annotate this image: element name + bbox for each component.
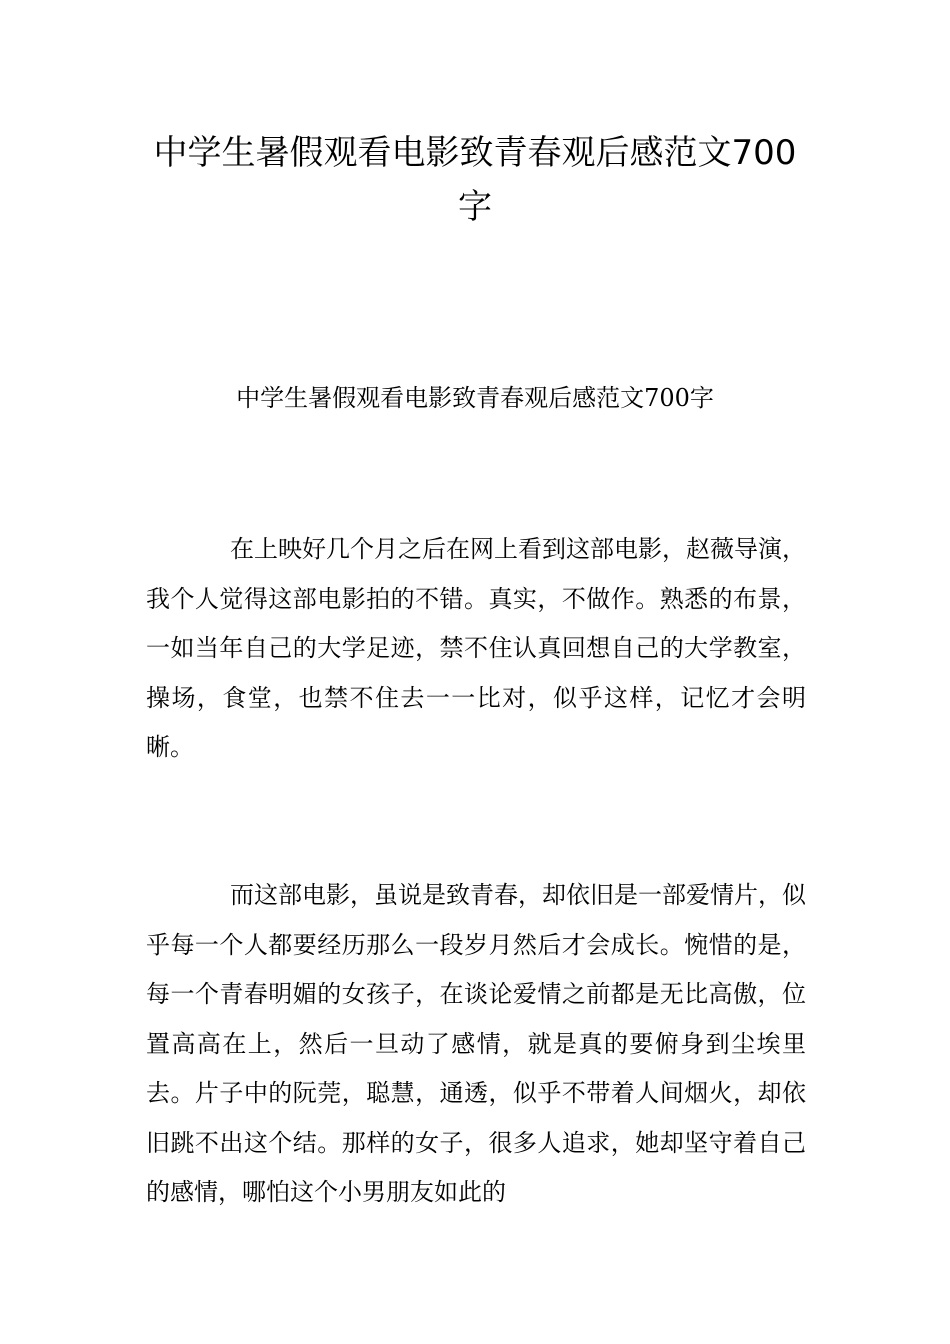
document-title: 中学生暑假观看电影致青春观后感范文700字 — [153, 133, 797, 227]
body-paragraph-1: 在上映好几个月之后在网上看到这部电影，赵薇导演，我个人觉得这部电影拍的不错。真实，不做作。熟悉的布景，一如当年自己的大学足迹，禁不住认真回想自己的大学教室，操场，食堂，也禁不住去一一比对，似乎这样，记忆才会明晰。 — [146, 535, 806, 761]
document-subtitle: 中学生暑假观看电影致青春观后感范文700字 — [236, 384, 714, 412]
body-paragraph-2: 而这部电影，虽说是致青春，却依旧是一部爱情片，似乎每一个人都要经历那么一段岁月然后才会成长。惋惜的是，每一个青春明媚的女孩子，在谈论爱情之前都是无比高傲，位置高高在上，然后一旦动了感情，就是真的要俯身到尘埃里去。片子中的阮莞，聪慧，通透，似乎不带着人间烟火，却依旧跳不出这个结。那样的女子，很多人追求，她却坚守着自己的感情，哪怕这个小男朋友如此的 — [146, 881, 806, 1206]
